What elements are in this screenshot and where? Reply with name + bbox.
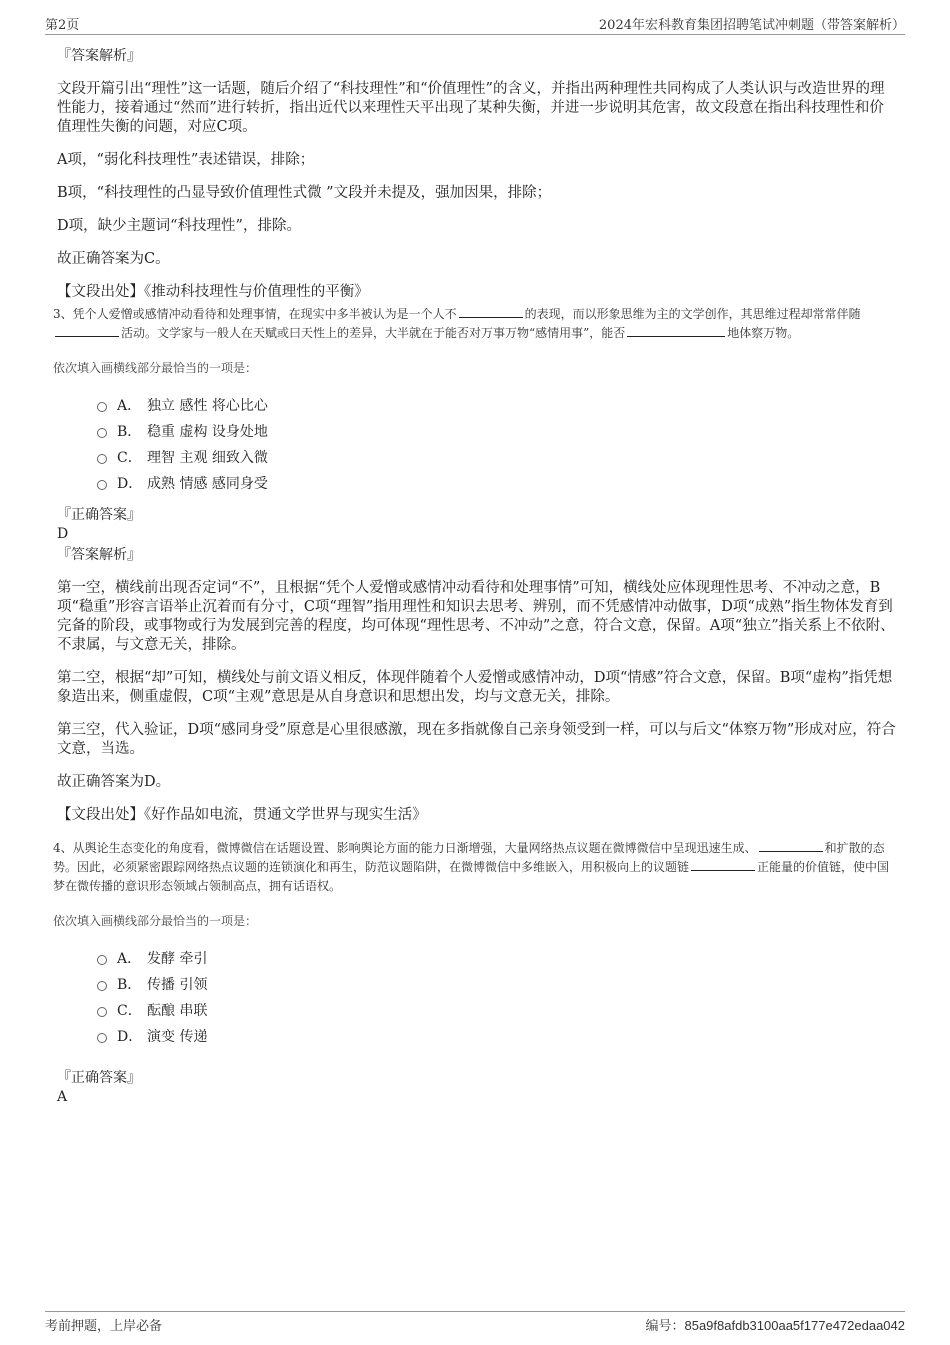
analysis-label: 『答案解析』 <box>57 48 141 64</box>
correct-answer-label: 『正确答案』 <box>57 1070 141 1086</box>
document-code: 编号：85a9f8afdb3100aa5f177e472edaa042 <box>645 1318 905 1334</box>
fill-blank <box>759 839 823 852</box>
page-footer <box>45 1311 905 1334</box>
footer-slogan: 考前押题，上岸必备 <box>45 1319 163 1334</box>
option-c[interactable]: C． 理智 主观 细致入微 <box>97 445 897 471</box>
document-title: 2024年宏科教育集团招聘笔试冲刺题（带答案解析） <box>598 18 905 33</box>
radio-icon[interactable] <box>97 480 107 490</box>
question-prompt: 依次填入画横线部分最恰当的一项是： <box>53 361 258 375</box>
analysis-conclusion: 故正确答案为D。 <box>57 774 171 790</box>
question-prompt: 依次填入画横线部分最恰当的一项是： <box>53 914 258 928</box>
option-list <box>57 946 897 1050</box>
radio-icon[interactable] <box>97 955 107 965</box>
option-b[interactable]: B． 稳重 虚构 设身处地 <box>97 419 897 445</box>
question-stem: 4、从舆论生态变化的角度看，微博微信在话题设置、影响舆论方面的能力日渐增强，大量网络热点议题在微博微信中呈现迅速生成、 和扩散的态势。因此，必须紧密跟踪网络热点议题的连锁演化和再生，防范议题陷阱，在微博微信中多维嵌入，用积极向上的议题链 正能量的价值链，使中国梦在微传播的意识形态领域占领制高点，拥有话语权。 <box>53 841 890 893</box>
fill-blank <box>459 305 523 318</box>
source-citation: 【文段出处】《推动科技理性与价值理性的平衡》 <box>57 284 369 300</box>
radio-icon[interactable] <box>97 1007 107 1017</box>
fill-blank <box>691 858 755 871</box>
option-d[interactable]: D． 成熟 情感 感同身受 <box>97 471 897 497</box>
radio-icon[interactable] <box>97 428 107 438</box>
option-c[interactable]: C． 酝酿 串联 <box>97 998 897 1024</box>
analysis-paragraph: 第一空，横线前出现否定词“不”，且根据“凭个人爱憎或感情冲动看待和处理事情”可知，横线处应体现理性思考、不冲动之意，B项“稳重”形容言语举止沉着而有分寸，C项“理智”指用理性和知识去思考、辨别，而不凭感情冲动做事，D项“成熟”指生物体发育到完备的阶段，或事物或行为发展到完善的程度，均可体现“理性思考、不冲动”之意，符合文意，保留。A项“独立”指关系上不依附、不隶属，与文意无关，排除。 <box>57 580 895 653</box>
radio-icon[interactable] <box>97 402 107 412</box>
source-citation: 【文段出处】《好作品如电流，贯通文学世界与现实生活》 <box>57 807 427 823</box>
correct-answer: A <box>57 1089 68 1105</box>
option-a[interactable]: A． 独立 感性 将心比心 <box>97 393 897 419</box>
option-d[interactable]: D． 演变 传递 <box>97 1024 897 1050</box>
option-list <box>57 393 897 497</box>
fill-blank <box>627 324 725 337</box>
option-b[interactable]: B． 传播 引领 <box>97 972 897 998</box>
analysis-paragraph: D项，缺少主题词“科技理性”，排除。 <box>57 218 301 234</box>
analysis-paragraph: B项，“科技理性的凸显导致价值理性式微 ”文段并未提及，强加因果，排除； <box>57 185 552 201</box>
radio-icon[interactable] <box>97 1033 107 1043</box>
analysis-paragraph: 第二空，根据“却”可知，横线处与前文语义相反，体现伴随着个人爱憎或感情冲动，D项“情感”符合文意，保留。B项“虚构”指凭想象造出来，侧重虚假，C项“主观”意思是从自身意识和思想出发，均与文意无关，排除。 <box>57 670 893 705</box>
option-a[interactable]: A． 发酵 牵引 <box>97 946 897 972</box>
analysis-conclusion: 故正确答案为C。 <box>57 251 170 267</box>
correct-answer: D <box>57 526 69 542</box>
analysis-label: 『答案解析』 <box>57 547 141 563</box>
question-stem: 3、凭个人爱憎或感情冲动看待和处理事情，在现实中多半被认为是一个人不 的表现，而以形象思维为主的文学创作，其思维过程却常常伴随活动。文学家与一般人在天赋或曰天性上的差异，大半就在于能否对万事万物“感情用事”，能否 地体察万物。 <box>53 307 861 340</box>
correct-answer-label: 『正确答案』 <box>57 507 141 523</box>
page-number: 第2页 <box>45 18 80 33</box>
page-header <box>45 12 905 35</box>
analysis-paragraph: 第三空，代入验证，D项“感同身受”原意是心里很感激，现在多指就像自己亲身领受到一样，可以与后文“体察万物”形成对应，符合文意，当选。 <box>57 722 896 757</box>
page-content <box>53 46 897 1106</box>
analysis-paragraph: A项，“弱化科技理性”表述错误，排除； <box>57 152 315 168</box>
radio-icon[interactable] <box>97 981 107 991</box>
analysis-paragraph: 文段开篇引出“理性”这一话题，随后介绍了“科技理性”和“价值理性”的含义，并指出两种理性共同构成了人类认识与改造世界的理性能力，接着通过“然而”进行转折，指出近代以来理性天平出现了某种失衡，并进一步说明其危害，故文段意在指出科技理性和价值理性失衡的问题，对应C项。 <box>57 81 885 135</box>
fill-blank <box>55 324 119 337</box>
radio-icon[interactable] <box>97 454 107 464</box>
